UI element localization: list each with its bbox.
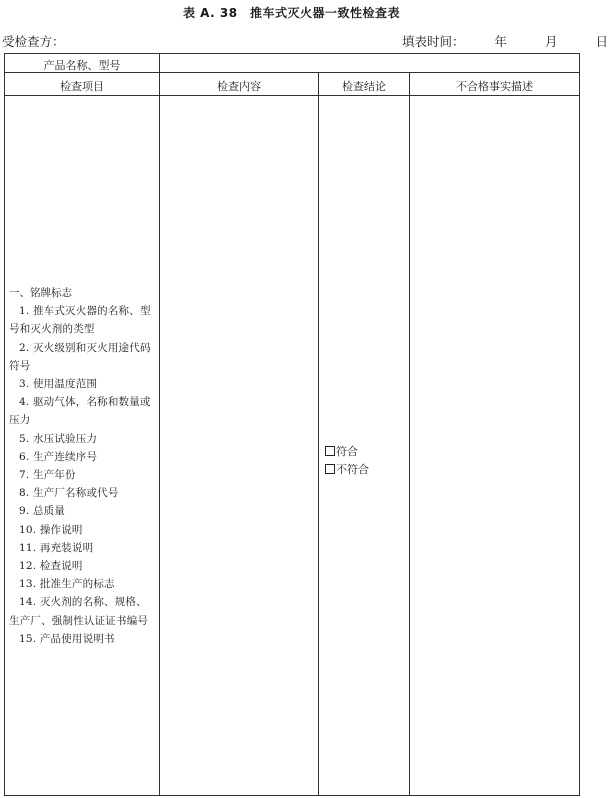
table-title: 表 A. 38 推车式灭火器一致性检查表 (182, 6, 401, 20)
item-section-heading: 一、铭牌标志 (9, 287, 72, 299)
nonconform-label: 不符合 (336, 463, 369, 476)
column-divider (159, 54, 160, 795)
fill-time-label: 填表时间： (402, 34, 465, 49)
list-item: 15. 产品使用说明书 (19, 632, 115, 645)
row-divider (5, 95, 579, 96)
inspection-table (4, 53, 580, 796)
list-item: 11. 再充装说明 (19, 541, 94, 554)
column-divider (409, 72, 410, 795)
column-header-conclusion: 检查结论 (342, 80, 386, 93)
fill-time (402, 32, 608, 50)
conclusion-options (325, 443, 369, 479)
column-divider (318, 72, 319, 795)
month-label: 月 (544, 34, 558, 49)
list-item: 13. 批准生产的标志 (19, 578, 115, 591)
conclusion-nonconform[interactable] (325, 461, 369, 479)
inspection-item-list (9, 284, 157, 648)
list-item: 14. 灭火剂的名称、规格、生产厂、强制性认证证书编号 (9, 596, 149, 627)
list-item: 12. 检查说明 (19, 560, 83, 573)
list-item: 4. 驱动气体，名称和数量或压力 (9, 396, 151, 427)
checkbox-icon[interactable] (325, 464, 335, 474)
list-item: 1. 推车式灭火器的名称、型号和灭火剂的类型 (9, 305, 151, 336)
inspected-party-label: 受检查方： (2, 34, 65, 49)
product-name-label: 产品名称、型号 (43, 59, 121, 72)
column-header-inspection-content: 检查内容 (217, 80, 261, 93)
list-item: 7. 生产年份 (19, 469, 76, 482)
list-item: 6. 生产连续序号 (19, 450, 98, 463)
list-item: 9. 总质量 (19, 505, 66, 518)
day-label: 日 (595, 34, 608, 49)
conform-label: 符合 (336, 445, 358, 458)
list-item: 3. 使用温度范围 (19, 378, 98, 391)
checkbox-icon[interactable] (325, 446, 335, 456)
conclusion-conform[interactable] (325, 443, 369, 461)
column-header-inspection-item: 检查项目 (60, 80, 104, 93)
year-label: 年 (494, 34, 507, 49)
list-item: 8. 生产厂名称或代号 (19, 487, 119, 500)
list-item: 2. 灭火级别和灭火用途代码符号 (9, 341, 151, 372)
list-item: 10. 操作说明 (19, 523, 83, 536)
column-header-nonconformity: 不合格事实描述 (456, 80, 533, 93)
list-item: 5. 水压试验压力 (19, 432, 98, 445)
